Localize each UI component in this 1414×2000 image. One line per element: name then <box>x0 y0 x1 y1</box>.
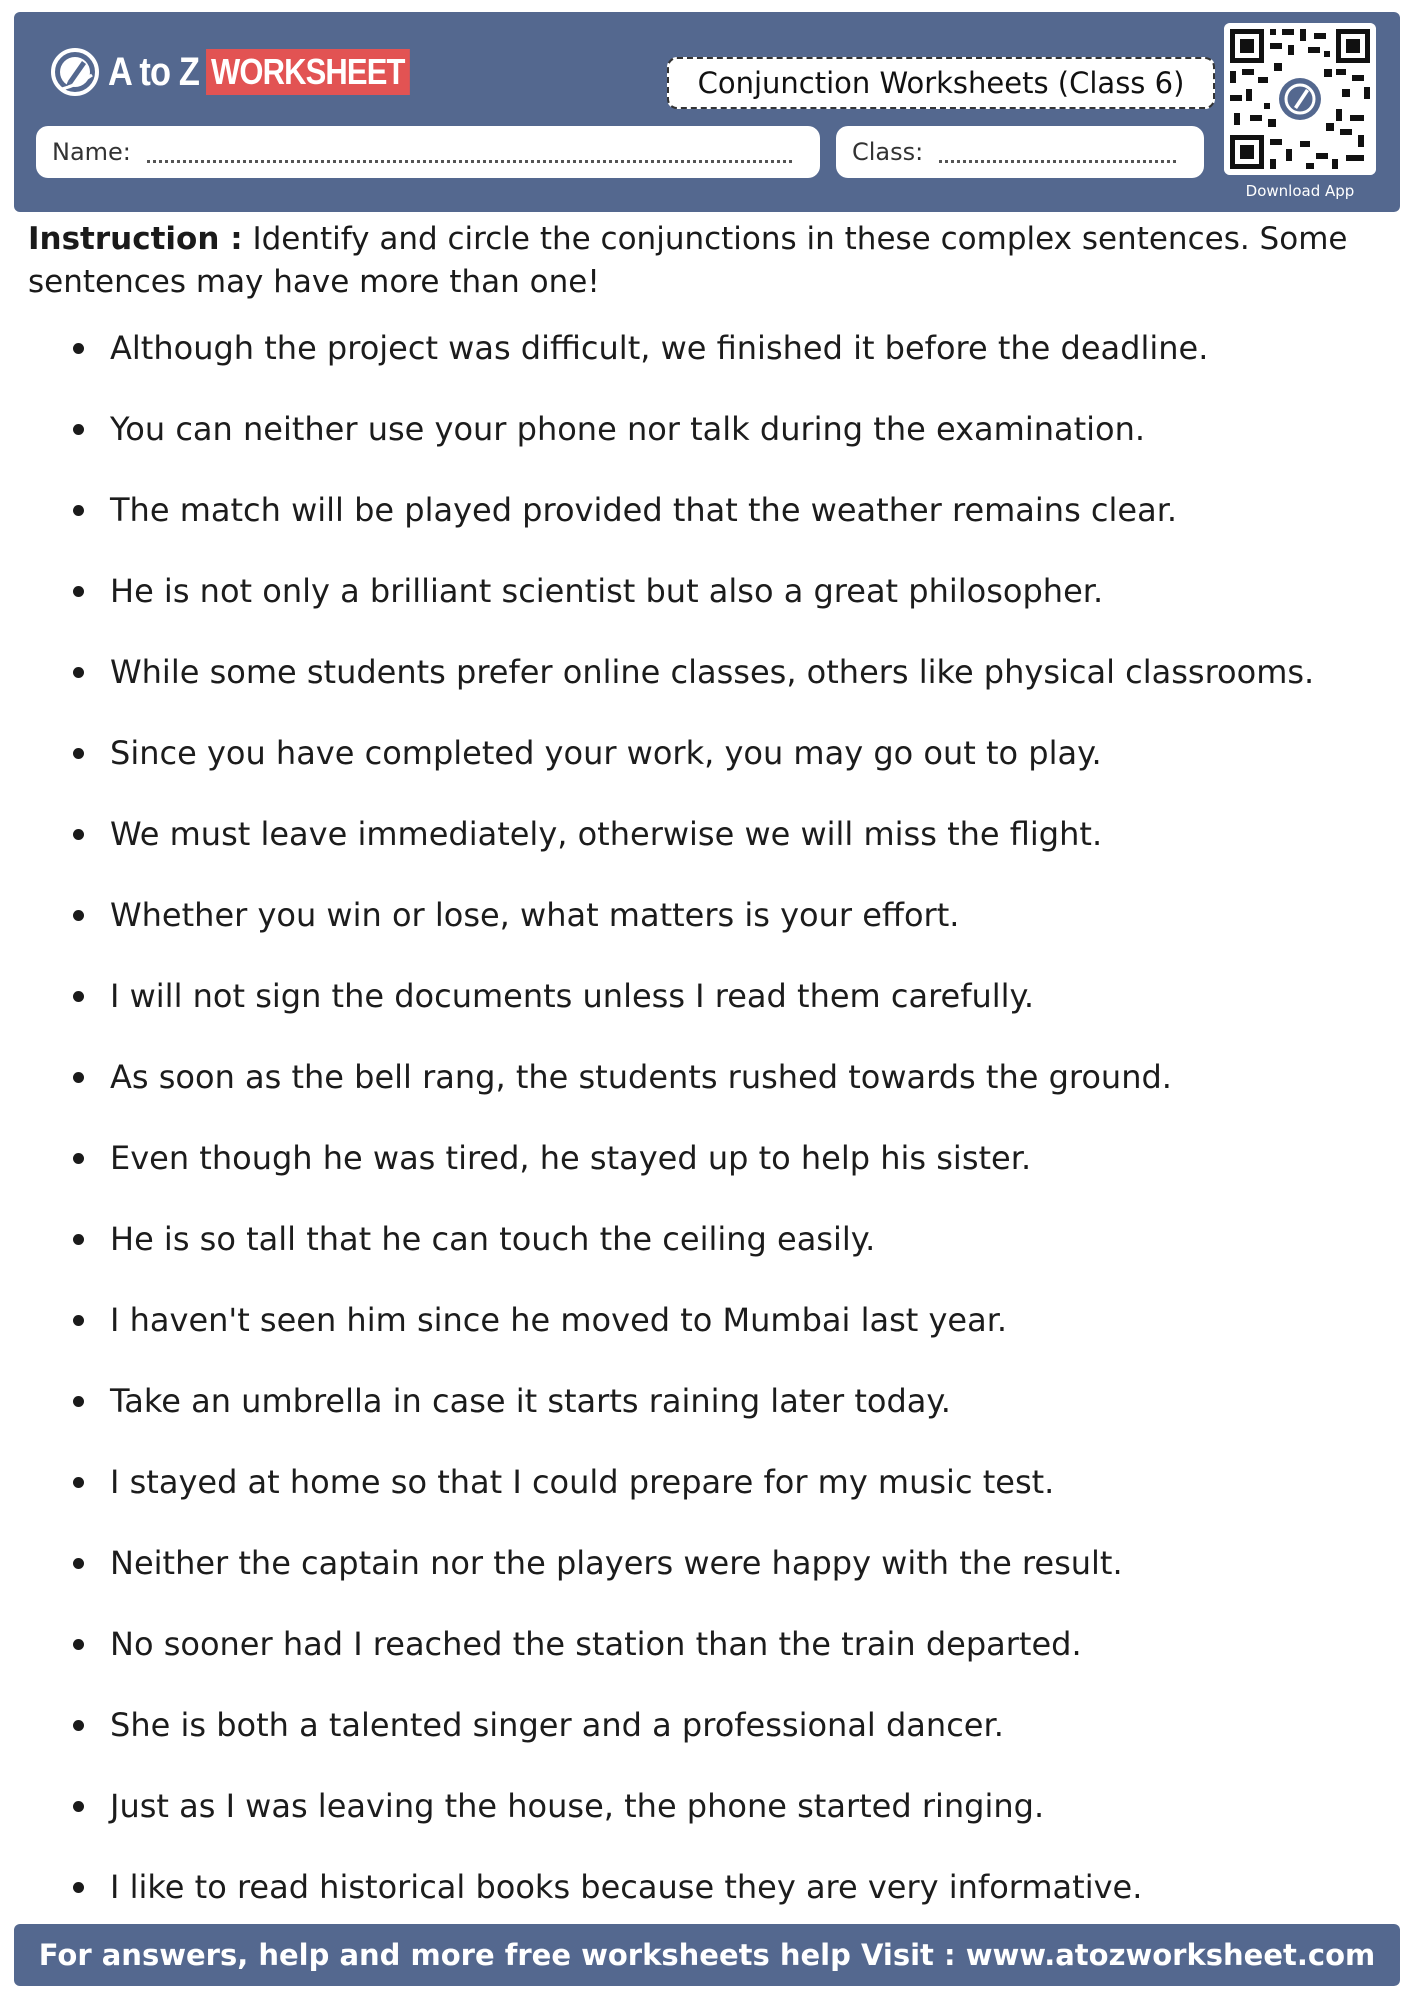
list-item <box>0 804 1414 864</box>
instruction-text <box>28 218 1378 304</box>
bullet-icon <box>73 424 84 435</box>
list-item <box>0 723 1414 783</box>
sentence-text: He is not only a brilliant scientist but also a great philosopher. <box>110 572 1104 610</box>
list-item <box>0 1452 1414 1512</box>
sentence-text: I stayed at home so that I could prepare for my music test. <box>110 1463 1055 1501</box>
bullet-icon <box>73 829 84 840</box>
logo-text-a: A to Z <box>108 49 200 94</box>
sentence-text: Although the project was difficult, we finished it before the deadline. <box>110 329 1209 367</box>
list-item <box>0 1290 1414 1350</box>
class-label: Class: <box>852 138 924 166</box>
list-item <box>0 480 1414 540</box>
list-item <box>0 1128 1414 1188</box>
sentence-text: Whether you win or lose, what matters is your effort. <box>110 896 960 934</box>
sentence-text: He is so tall that he can touch the ceiling easily. <box>110 1220 876 1258</box>
bullet-icon <box>73 1315 84 1326</box>
list-item <box>0 966 1414 1026</box>
bullet-icon <box>73 343 84 354</box>
sentence-text: I will not sign the documents unless I read them carefully. <box>110 977 1035 1015</box>
list-item <box>0 399 1414 459</box>
sentence-text: You can neither use your phone nor talk during the examination. <box>110 410 1146 448</box>
sentence-text: She is both a talented singer and a professional dancer. <box>110 1706 1004 1744</box>
bullet-icon <box>73 1882 84 1893</box>
sentence-text: We must leave immediately, otherwise we will miss the flight. <box>110 815 1103 853</box>
bullet-icon <box>73 748 84 759</box>
worksheet-title: Conjunction Worksheets (Class 6) <box>667 57 1215 109</box>
sentence-text: While some students prefer online classes, others like physical classrooms. <box>110 653 1315 691</box>
bullet-icon <box>73 1234 84 1245</box>
sentence-text: Since you have completed your work, you may go out to play. <box>110 734 1102 772</box>
bullet-icon <box>73 1072 84 1083</box>
name-field[interactable] <box>36 126 820 178</box>
download-app-caption: Download App <box>1245 182 1355 200</box>
sentence-text: Neither the captain nor the players were happy with the result. <box>110 1544 1123 1582</box>
footer-banner[interactable] <box>14 1924 1400 1986</box>
list-item <box>0 1614 1414 1674</box>
name-dotted-line <box>147 142 792 163</box>
worksheet-header <box>14 12 1400 212</box>
footer-text: For answers, help and more free worksheets help Visit : www.atozworksheet.com <box>38 1938 1376 1972</box>
sentence-text: I haven't seen him since he moved to Mumbai last year. <box>110 1301 1008 1339</box>
list-item <box>0 1857 1414 1917</box>
bullet-icon <box>73 1801 84 1812</box>
list-item <box>0 642 1414 702</box>
list-item <box>0 1776 1414 1836</box>
bullet-icon <box>73 1639 84 1650</box>
bullet-icon <box>73 505 84 516</box>
list-item <box>0 1047 1414 1107</box>
list-item <box>0 885 1414 945</box>
sentence-text: Just as I was leaving the house, the phone started ringing. <box>110 1787 1045 1825</box>
sentence-text: Take an umbrella in case it starts raining later today. <box>110 1382 951 1420</box>
qr-code-icon[interactable] <box>1224 23 1376 175</box>
name-label: Name: <box>52 138 131 166</box>
sentence-text: The match will be played provided that the weather remains clear. <box>110 491 1178 529</box>
bullet-icon <box>73 1558 84 1569</box>
sentence-text: I like to read historical books because they are very informative. <box>110 1868 1143 1906</box>
sentence-text: As soon as the bell rang, the students rushed towards the ground. <box>110 1058 1172 1096</box>
sentence-text: No sooner had I reached the station than the train departed. <box>110 1625 1082 1663</box>
bullet-icon <box>73 910 84 921</box>
bullet-icon <box>73 1153 84 1164</box>
sentence-text: Even though he was tired, he stayed up to help his sister. <box>110 1139 1032 1177</box>
list-item <box>0 1209 1414 1269</box>
bullet-icon <box>73 586 84 597</box>
class-field[interactable] <box>836 126 1204 178</box>
logo-text-b: WORKSHEET <box>206 49 410 95</box>
list-item <box>0 1371 1414 1431</box>
site-logo[interactable] <box>48 47 459 97</box>
list-item <box>0 318 1414 378</box>
list-item <box>0 1533 1414 1593</box>
bullet-icon <box>73 1720 84 1731</box>
list-item <box>0 1695 1414 1755</box>
list-item <box>0 561 1414 621</box>
pencil-logo-icon <box>48 45 102 99</box>
bullet-icon <box>73 667 84 678</box>
instruction-label: Instruction : <box>28 221 243 257</box>
logo-wordmark <box>108 49 410 95</box>
class-dotted-line <box>939 142 1176 163</box>
bullet-icon <box>73 1477 84 1488</box>
bullet-icon <box>73 991 84 1002</box>
bullet-icon <box>73 1396 84 1407</box>
instruction-body: Identify and circle the conjunctions in these complex sentences. Some sentences may have more than one! <box>28 221 1348 300</box>
